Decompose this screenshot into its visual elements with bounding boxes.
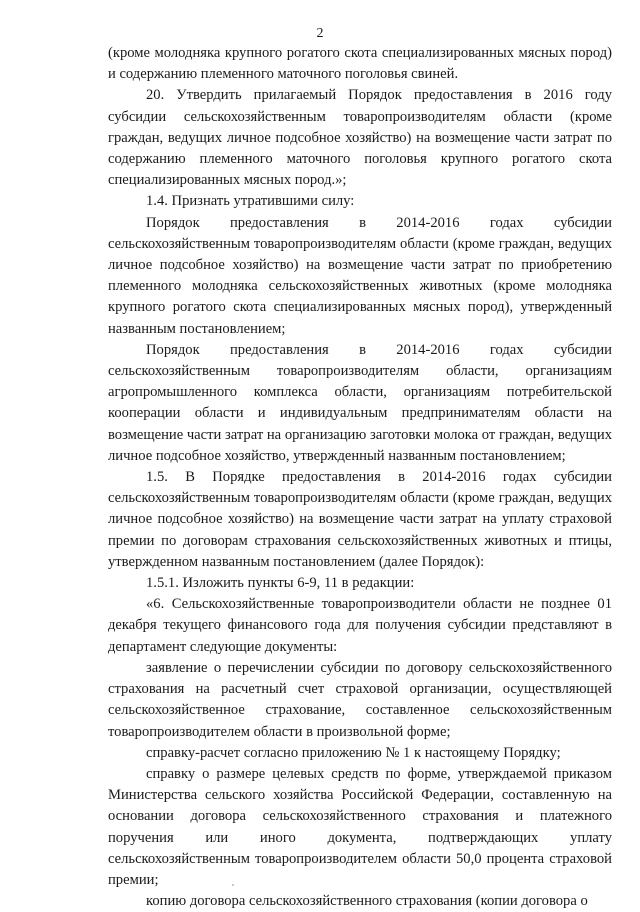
paragraph-order-breeding-stock: Порядок предоставления в 2014-2016 годах субсидии сельскохозяйственным товаропроизводителям области (кроме граждан, ведущих личное подсобное хозяйство) на возмещение части затрат по приобретению племенного молодняка сельскохозяйственных животных (кроме молодняка крупного рогатого скота специализированных мясных пород), утвержденный названным постановлением; <box>108 214 612 337</box>
paragraph-1-5-1: 1.5.1. Изложить пункты 6-9, 11 в редакции: <box>146 575 415 592</box>
paragraph-target-funds-certificate: справку о размере целевых средств по форме, утверждаемой приказом Министерства сельского хозяйства Российской Федерации, составленную на основании договора сельскохозяйственного страхования и платежного поручения или иного документа, подтверждающих уплату сельскохозяйственным товаропроизводителем области 50,0 процента страховой премии; <box>108 765 612 888</box>
paragraph-order-milk-procurement: Порядок предоставления в 2014-2016 годах субсидии сельскохозяйственным товаропроизводителям области, организациям агропромышленного комплекса области, организациям потребительской кооперации области и индивидуальным предпринимателям области на возмещение части затрат на организацию заготовки молока от граждан, ведущих личное подсобное хозяйство, утвержденный названным постановлением; <box>108 341 612 464</box>
scan-speck <box>232 884 234 886</box>
page-number: 2 <box>316 26 324 41</box>
paragraph-item-20: 20. Утвердить прилагаемый Порядок предоставления в 2016 году субсидии сельскохозяйственным товаропроизводителям области (кроме граждан, ведущих личное подсобное хозяйство) на возмещение части затрат по содержанию племенного маточного поголовья крупного рогатого скота специализированных мясных пород.»; <box>108 87 612 189</box>
paragraph-item-6: «6. Сельскохозяйственные товаропроизводители области не позднее 01 декабря текущего финансового года для получения субсидии представляют в департамент следующие документы: <box>108 596 612 655</box>
paragraph-calculation-certificate: справку-расчет согласно приложению № 1 к настоящему Порядку; <box>146 744 561 761</box>
paragraph-1-5: 1.5. В Порядке предоставления в 2014-2016 годах субсидии сельскохозяйственным товаропроизводителям области (кроме граждан, ведущих личное подсобное хозяйство) на возмещение части затрат на уплату страховой премии по договорам страхования сельскохозяйственных животных и птицы, утвержденном названным постановлением (далее Порядок): <box>108 469 612 570</box>
paragraph-1-4: 1.4. Признать утратившими силу: <box>146 193 355 210</box>
paragraph-insurance-contract-copy: копию договора сельскохозяйственного страхования (копии договора о <box>146 893 588 910</box>
document-body <box>108 43 612 912</box>
paragraph-application: заявление о перечислении субсидии по договору сельскохозяйственного страхования на расчетный счет страховой организации, осуществляющей сельскохозяйственное страхование, составленное сельскохозяйственным товаропроизводителем области в произвольной форме; <box>108 659 612 740</box>
paragraph-continuation: (кроме молодняка крупного рогатого скота специализированных мясных пород) и содержанию племенного маточного поголовья свиней. <box>108 45 612 83</box>
